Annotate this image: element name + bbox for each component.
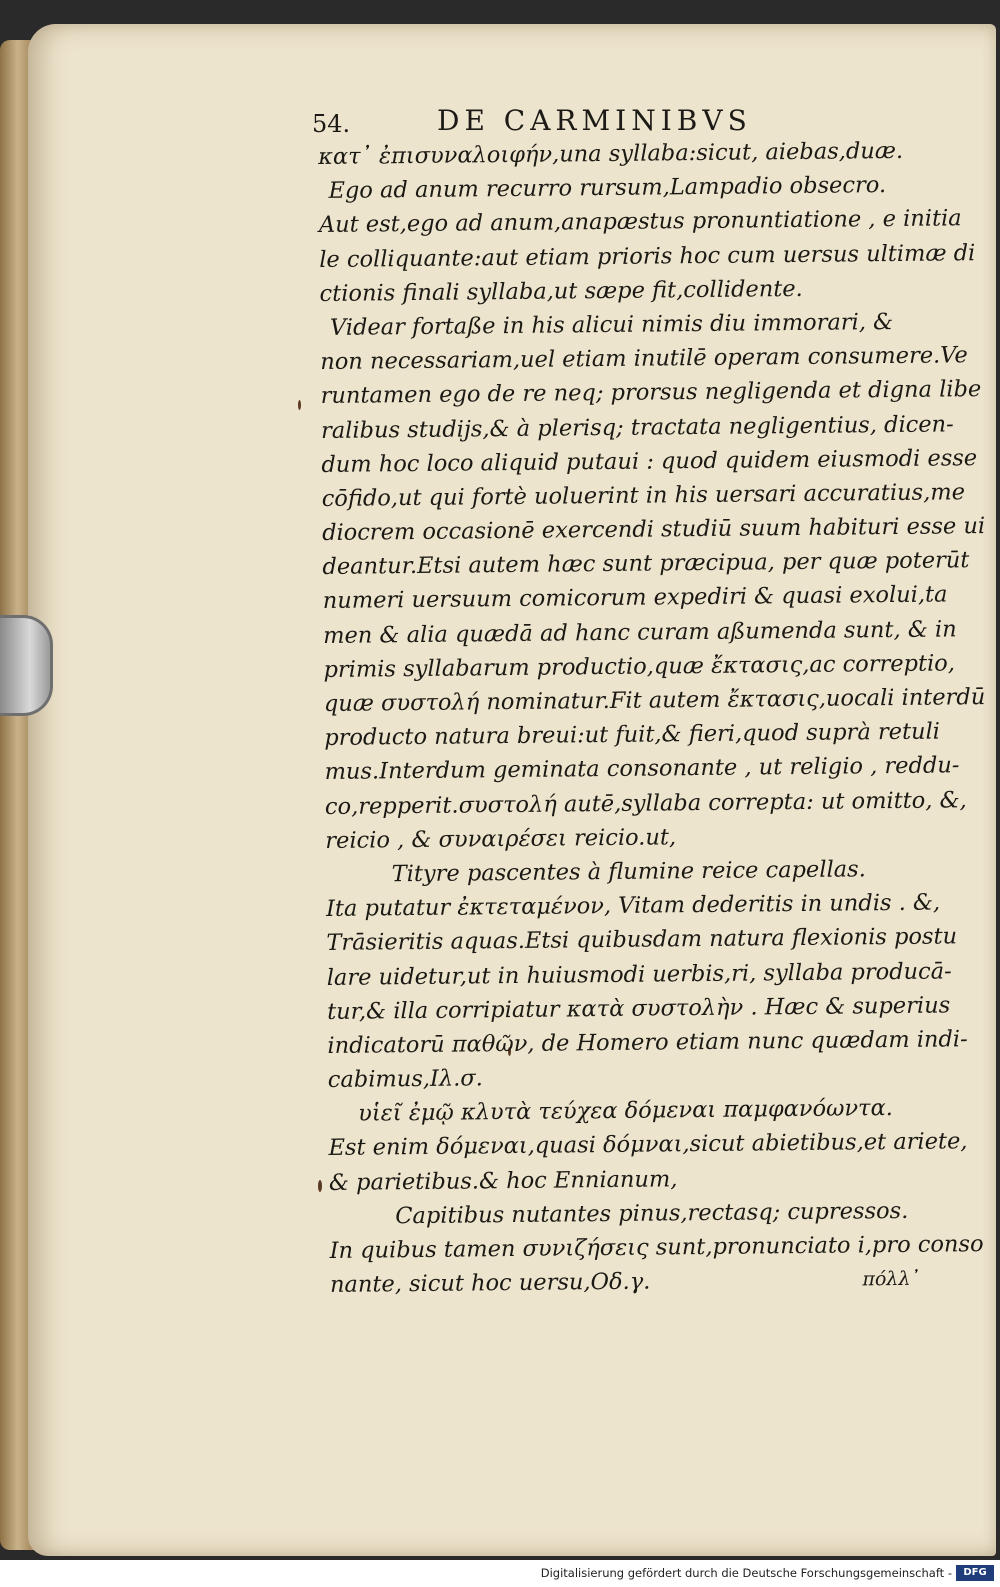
text-line: Ita putatur ἐκτεταμένον, Vitam dederitis in undis . &, <box>325 889 941 923</box>
funding-credit: Digitalisierung gefördert durch die Deutsche Forschungsgemeinschaft - <box>540 1566 952 1580</box>
text-line: Aut est,ego ad anum,anapæstus pronuntiatione , e initia <box>318 205 962 239</box>
text-line: In quibus tamen συνιζήσεις sunt,pronunciato i,pro conso <box>329 1231 984 1264</box>
text-line: dum hoc loco aliquid putaui : quod quidem eiusmodi esse <box>321 444 978 478</box>
catchword: πόλλ᾽ <box>862 1267 921 1291</box>
text-line: tur,& illa corripiatur κατὰ συστολὴν . Hæc & superius <box>326 992 951 1025</box>
text-line: numeri uersuum comicorum expediri & quasi exolui,ta <box>322 581 948 615</box>
verse-quotation: Tityre pascentes à flumine reice capellas. <box>391 856 866 888</box>
text-line: deantur.Etsi autem hæc sunt præcipua, per quæ poterūt <box>322 547 970 581</box>
text-line: mus.Interdum geminata consonante , ut religio , reddu- <box>324 752 960 786</box>
text-line: indicatorū παθῶν, de Homero etiam nunc quædam indi- <box>327 1026 968 1059</box>
text-line: Videar fortaße in his alicui nimis diu immorari, & <box>329 308 894 341</box>
text-line: runtamen ego de re neq; prorsus negligenda et digna libe <box>320 376 982 410</box>
text-line-with-catchword <box>330 1262 920 1302</box>
text-line: cōfido,ut qui fortè uoluerint in his uersari accuratius,me <box>321 479 966 512</box>
text-line: Est enim δόμεναι,quasi δόμναι,sicut abietibus,et ariete, <box>328 1128 968 1162</box>
text-line: lare uidetur,ut in huiusmodi uerbis,ri, syllaba producā- <box>326 957 952 991</box>
text-line: ctionis finali syllaba,ut sæpe fit,collidente. <box>319 275 803 307</box>
text-line: Ego ad anum recurro rursum,Lampadio obsecro. <box>328 172 887 205</box>
text-line: quæ συστολή nominatur.Fit autem ἔκτασις,uocali interdū <box>323 684 986 717</box>
text-line: Trāsieritis aquas.Etsi quibusdam natura flexionis postu <box>326 923 958 957</box>
text-line: ralibus studijs,& à plerisq; tractata negligentius, dicen- <box>320 410 954 444</box>
digitization-footer <box>0 1560 1000 1587</box>
ink-speck <box>318 1180 322 1192</box>
text-line: diocrem occasionē exercendi studiū suum habituri esse ui <box>321 513 986 547</box>
metal-clasp <box>0 615 53 716</box>
verse-quotation: Capitibus nutantes pinus,rectasq; cupressos. <box>395 1197 909 1230</box>
text-line: & parietibus.& hoc Ennianum, <box>328 1165 678 1196</box>
text-line: cabimus,Ιλ.σ. <box>327 1065 483 1094</box>
text-line: nante, sicut hoc uersu,Οδ.γ. <box>329 1268 651 1299</box>
ink-speck <box>298 400 301 410</box>
greek-verse-quotation: υἱεῖ ἐμῷ κλυτὰ τεύχεα δόμεναι παμφανόωντα. <box>358 1095 894 1127</box>
text-line: primis syllabarum productio,quæ ἔκτασις,ac correptio, <box>323 650 956 683</box>
text-line: reicio , & συναιρέσει reicio.ut, <box>325 824 677 854</box>
text-line: κατ᾽ ἐπισυναλοιφήν,una syllaba:sicut, aiebas,duæ. <box>318 137 904 170</box>
text-line: le colliquante:aut etiam prioris hoc cum uersus ultimæ di <box>319 239 976 273</box>
dfg-logo-icon: DFG <box>956 1565 994 1581</box>
running-title: DE CARMINIBVS <box>437 104 752 137</box>
body-text <box>318 134 986 1302</box>
text-line: men & alia quædā ad hanc curam aßumenda sunt, & in <box>323 615 957 649</box>
text-line: co,repperit.συστολή autē,syllaba correpta: ut omitto, &, <box>324 786 967 820</box>
page-number: 54. <box>312 110 351 138</box>
text-line: non necessariam,uel etiam inutilē operam consumere.Ve <box>320 342 968 376</box>
text-line: producto natura breui:ut fuit,& fieri,quod suprà retuli <box>324 718 941 752</box>
